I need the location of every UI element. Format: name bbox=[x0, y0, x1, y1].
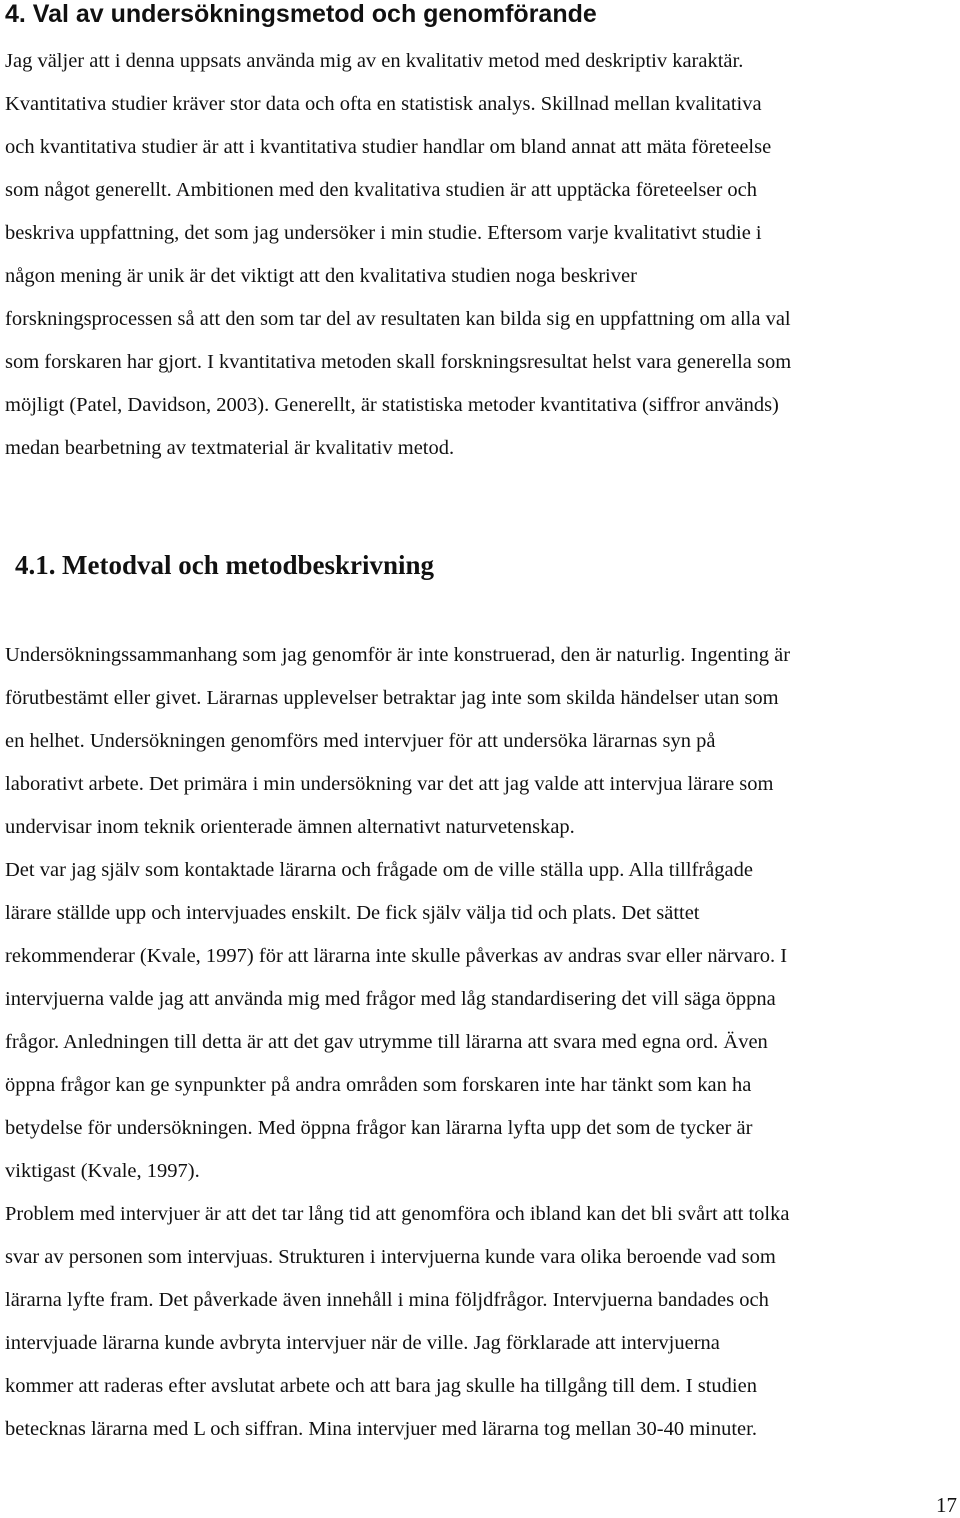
text-line: betydelse för undersökningen. Med öppna frågor kan lärarna lyfta upp det som de tycker är bbox=[5, 1117, 753, 1139]
text-line: någon mening är unik är det viktigt att den kvalitativa studien noga beskriver bbox=[5, 265, 637, 287]
text-line: betecknas lärarna med L och siffran. Mina intervjuer med lärarna tog mellan 30-40 minuter. bbox=[5, 1418, 757, 1440]
text-line: Kvantitativa studier kräver stor data och ofta en statistisk analys. Skillnad mellan kvalitativa bbox=[5, 93, 762, 115]
paragraph-method-choice bbox=[5, 40, 960, 470]
paragraph-interview-procedure bbox=[5, 849, 960, 1193]
text-line: förutbestämt eller givet. Lärarnas upplevelser betraktar jag inte som skilda händelser utan som bbox=[5, 687, 779, 709]
text-line: som något generellt. Ambitionen med den kvalitativa studien är att upptäcka företeelser och bbox=[5, 179, 757, 201]
text-line: laborativt arbete. Det primära i min undersökning var det att jag valde att intervjua lärare som bbox=[5, 773, 774, 795]
text-line: viktigast (Kvale, 1997). bbox=[5, 1160, 200, 1182]
text-line: frågor. Anledningen till detta är att det gav utrymme till lärarna att svara med egna ord. Även bbox=[5, 1031, 768, 1053]
text-line: Problem med intervjuer är att det tar lång tid att genomföra och ibland kan det bli svårt att tolka bbox=[5, 1203, 790, 1225]
text-line: kommer att raderas efter avslutat arbete och att bara jag skulle ha tillgång till dem. I studien bbox=[5, 1375, 757, 1397]
text-line: lärare ställde upp och intervjuades enskilt. De fick själv välja tid och plats. Det sättet bbox=[5, 902, 700, 924]
text-line: undervisar inom teknik orienterade ämnen alternativt naturvetenskap. bbox=[5, 816, 575, 838]
paragraph-study-context bbox=[5, 634, 960, 849]
text-line: en helhet. Undersökningen genomförs med intervjuer för att undersöka lärarnas syn på bbox=[5, 730, 716, 752]
text-line: medan bearbetning av textmaterial är kvalitativ metod. bbox=[5, 437, 455, 459]
text-line: svar av personen som intervjuas. Strukturen i intervjuerna kunde vara olika beroende vad som bbox=[5, 1246, 776, 1268]
text-line: Jag väljer att i denna uppsats använda mig av en kvalitativ metod med deskriptiv karaktär. bbox=[5, 50, 744, 72]
text-line: intervjuerna valde jag att använda mig med frågor med låg standardisering det vill säga öppna bbox=[5, 988, 776, 1010]
chapter-heading: 4. Val av undersökningsmetod och genomförande bbox=[5, 0, 597, 28]
text-line: lärarna lyfte fram. Det påverkade även innehåll i mina följdfrågor. Intervjuerna bandades och bbox=[5, 1289, 769, 1311]
text-line: möjligt (Patel, Davidson, 2003). Generellt, är statistiska metoder kvantitativa (siffror används) bbox=[5, 394, 779, 416]
text-line: forskningsprocessen så att den som tar del av resultaten kan bilda sig en uppfattning om alla val bbox=[5, 308, 791, 330]
section-number: 4.1. bbox=[15, 550, 56, 580]
text-line: öppna frågor kan ge synpunkter på andra områden som forskaren inte har tänkt som kan ha bbox=[5, 1074, 752, 1096]
text-line: Det var jag själv som kontaktade lärarna och frågade om de ville ställa upp. Alla tillfrågade bbox=[5, 859, 753, 881]
paragraph-interview-problems bbox=[5, 1193, 960, 1451]
text-line: intervjuade lärarna kunde avbryta intervjuer när de ville. Jag förklarade att intervjuerna bbox=[5, 1332, 720, 1354]
text-line: och kvantitativa studier är att i kvantitativa studier handlar om bland annat att mäta företeelse bbox=[5, 136, 772, 158]
text-line: beskriva uppfattning, det som jag undersöker i min studie. Eftersom varje kvalitativt studie i bbox=[5, 222, 762, 244]
section-heading bbox=[5, 548, 955, 582]
page-number: 17 bbox=[936, 1493, 957, 1517]
section-title: Metodval och metodbeskrivning bbox=[62, 550, 435, 580]
text-line: Undersökningssammanhang som jag genomför är inte konstruerad, den är naturlig. Ingenting är bbox=[5, 644, 791, 666]
text-line: som forskaren har gjort. I kvantitativa metoden skall forskningsresultat helst vara generella som bbox=[5, 351, 792, 373]
text-line: rekommenderar (Kvale, 1997) för att lärarna inte skulle påverkas av andras svar eller närvaro. I bbox=[5, 945, 788, 967]
